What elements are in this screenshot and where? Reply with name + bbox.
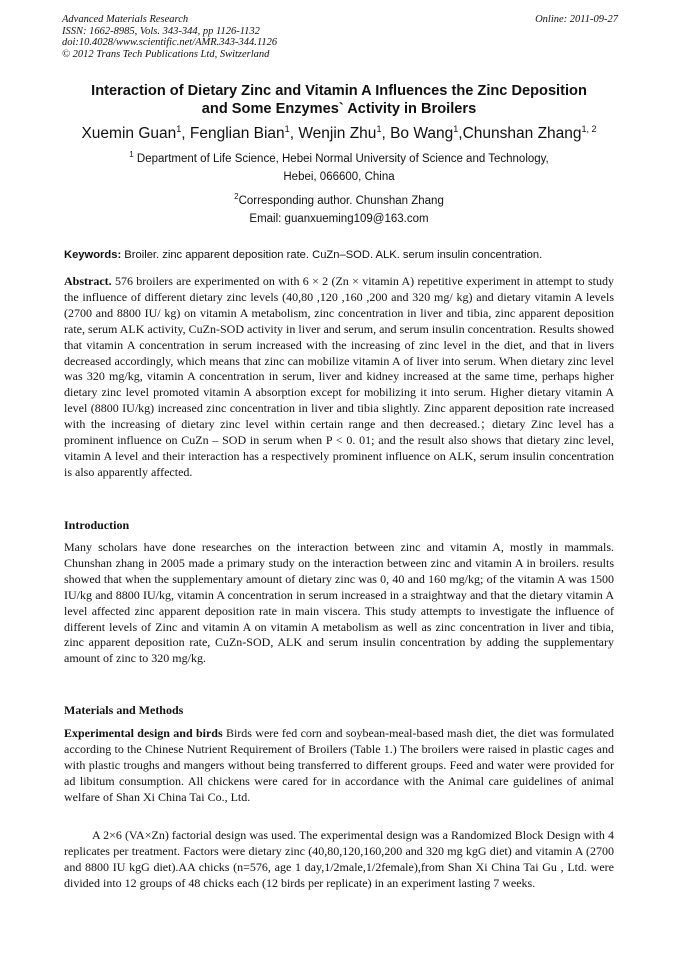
author-name: Bo Wang — [390, 125, 454, 143]
author-affiliation-mark: 1, 2 — [581, 124, 597, 134]
corresponding-author — [40, 192, 638, 207]
author-name: Wenjin Zhu — [298, 125, 377, 143]
journal-header — [62, 14, 618, 60]
methods-heading: Materials and Methods — [64, 703, 184, 717]
author-affiliation-mark: 1 — [376, 124, 382, 134]
author-name: Chunshan Zhang — [462, 125, 582, 143]
keywords-line — [64, 249, 616, 261]
paper-title — [40, 82, 638, 118]
copyright-line: © 2012 Trans Tech Publications Ltd, Switzerland — [62, 48, 270, 60]
affiliation-mark: 2 — [234, 192, 239, 201]
title-line-2: and Some Enzymes` Activity in Broilers — [201, 101, 477, 117]
email-line: Email: guanxueming109@163.com — [249, 213, 429, 225]
corresponding-text: Corresponding author. Chunshan Zhang — [238, 194, 444, 207]
issn-line: ISSN: 1662-8985, Vols. 343-344, pp 1126-1132 — [62, 25, 260, 37]
author-name: Fenglian Bian — [189, 125, 285, 143]
title-line-1: Interaction of Dietary Zinc and Vitamin A Influences the Zinc Deposition — [91, 83, 587, 99]
affiliation-line-1 — [40, 150, 638, 165]
methods-p1-text: Birds were fed corn and soybean-meal-based mash diet, the diet was formulated according to the Chinese Nutrient Requirement of Broilers (Table 1.) The broilers were raised in plastic cages and with plastic troughs and mangers without being transferred to different groups. Feed and water were provided for ad libitum consumption. All chickens were cared for in accordance with the Animal care guidelines of animal welfare of Shan Xi China Tai Co., Ltd. — [64, 726, 614, 804]
abstract-text: 576 broilers are experimented on with 6 × 2 (Zn × vitamin A) repetitive experiment in attempt to study the influence of different dietary zinc levels (40,80 ,120 ,160 ,200 and 320 mg/ kg) and dietary vitamin A levels (2700 and 8800 IU/ kg) on vitamin A metabolism, zinc concentration in liver and tibia, zinc apparent deposition rate, serum ALK activity, CuZn-SOD activity in liver and serum, and serum insulin concentration. Results showed that vitamin A concentration in serum increased with the increasing of zinc level in the diet, and that in livers decreased accordingly, which means that zinc can mobilize vitamin A of liver into serum. When dietary zinc level was 320 mg/kg, vitamin A concentration in serum, liver and kidney increased at the same time, perhaps higher dietary zinc level promoted vitamin A absorption except for mobilizing it into serum. Higher dietary vitamin A level (8800 IU/kg) increased zinc concentration in liver and tibia slightly. Zinc apparent deposition rate increased with the increasing of dietary zinc level within certain range and then decreased.；dietary Zinc level has a prominent influence on CuZn – SOD in serum when P < 0. 01; and the result also shows that dietary zinc level, vitamin A level and their interaction has a respectively prominent influence on ALK, serum insulin concentration is also apparently affected. — [64, 274, 614, 479]
online-date: Online: 2011-09-27 — [535, 14, 618, 25]
methods-paragraph-2: A 2×6 (VA×Zn) factorial design was used. The experimental design was a Randomized Block Design with 4 replicates per treatment. Factors were dietary zinc (40,80,120,160,200 and 320 mg kgG diet) and vitamin A (2700 and 8800 IU kgG diet).AA chicks (n=576, age 1 day,1/2male,1/2female),from Shan Xi China Tai Gu , Ltd. were divided into 12 groups of 48 chicks each (12 birds per replicate) in an experiment lasting 7 weeks. — [64, 828, 614, 890]
introduction-heading: Introduction — [64, 518, 130, 532]
abstract-label: Abstract. — [64, 274, 112, 288]
doi-line: doi:10.4028/www.scientific.net/AMR.343-344.1126 — [62, 37, 278, 48]
author-affiliation-mark: 1 — [453, 124, 459, 134]
affiliation-line-2: Hebei, 066600, China — [283, 171, 395, 183]
journal-name: Advanced Materials Research — [62, 14, 189, 25]
methods-paragraph-1 — [64, 726, 614, 806]
author-list: Xuemin Guan$^1$, Fenglian Bian$^1$, Wenjin Zhu$^1$, Bo Wang$^1$,Chunshan Zhang$^{1, 2}$ — [81, 124, 597, 143]
affiliation-text: Department of Life Science, Hebei Normal University of Science and Technology, — [136, 152, 549, 165]
keywords-text: Broiler. zinc apparent deposition rate. CuZn–SOD. ALK. serum insulin concentration. — [121, 249, 543, 261]
methods-subheading: Experimental design and birds — [64, 726, 223, 740]
keywords-label: Keywords: — [64, 249, 122, 261]
affiliation-mark: 1 — [129, 150, 134, 159]
introduction-paragraph: Many scholars have done researches on the interaction between zinc and vitamin A, mostly in mammals. Chunshan zhang in 2005 made a primary study on the interaction between zinc and vitamin A in broilers. results showed that when the supplementary amount of dietary zinc was 0, 40 and 160 mg/kg; of the vitamin A was 1500 IU/kg and 8800 IU/kg, vitamin A concentration in serum increased in a straightway and that the dietary vitamin A level affected zinc apparent deposition rate in main viscera. This study attempts to investigate the influence of different levels of Zinc and vitamin A on vitamin A metabolism as well as zinc concentration in liver and tibia, zinc apparent deposition rate, CuZn-SOD, ALK and serum insulin concentration by adding the supplementary amount of zinc to 320 mg/kg. — [64, 540, 614, 666]
author-affiliation-mark: 1 — [284, 124, 290, 134]
abstract-paragraph — [64, 274, 614, 481]
author-name: Xuemin Guan — [81, 125, 177, 143]
author-affiliation-mark: 1 — [176, 124, 182, 134]
